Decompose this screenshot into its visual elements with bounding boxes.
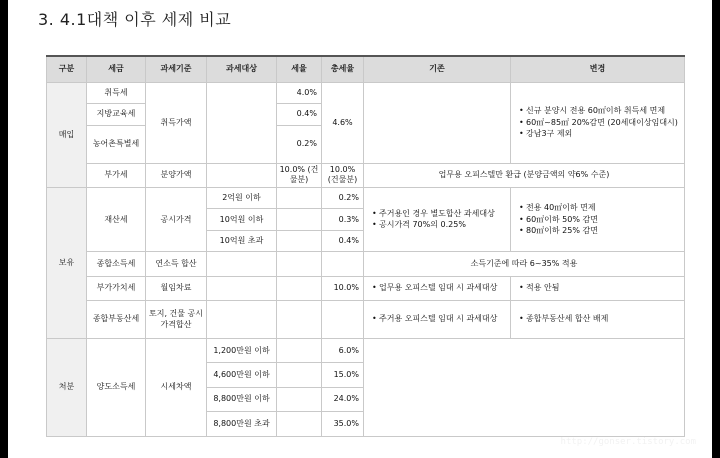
before-cell (364, 83, 511, 164)
tax-cell: 양도소득세 (87, 339, 146, 437)
total-rate-cell (322, 252, 364, 276)
after-cell (511, 276, 685, 300)
watermark-url: http://gonser.tistory.com (560, 437, 696, 447)
page-title: 3. 4.1대책 이후 세제 비교 (38, 10, 232, 29)
target-cell: 10억원 이하 (207, 209, 277, 230)
target-cell: 8,800만원 이하 (207, 387, 277, 411)
list-item: • 주거용 오피스텔 임대 시 과세대상 (372, 314, 508, 324)
tax-cell: 종합소득세 (87, 252, 146, 276)
header-basis: 과세기준 (146, 56, 207, 83)
header-category: 구분 (47, 56, 87, 83)
rate-cell (277, 412, 322, 437)
rate-cell: 0.4% (277, 104, 322, 125)
rate-cell (277, 363, 322, 387)
total-rate-cell: 15.0% (322, 363, 364, 387)
total-rate-cell: 24.0% (322, 387, 364, 411)
rate-cell (277, 188, 322, 209)
list-item: • 주거용인 경우 별도합산 과세대상 (372, 209, 508, 219)
total-rate-cell: 0.2% (322, 188, 364, 209)
rate-cell (277, 301, 322, 339)
note-cell (364, 339, 685, 437)
list-item: • 공시가격 70%의 0.25% (372, 220, 508, 230)
rate-cell (277, 230, 322, 251)
rate-cell (277, 209, 322, 230)
list-item: • 전용 40㎡이하 면제 (519, 203, 682, 213)
total-rate-cell: 10.0% (건물분) (322, 163, 364, 187)
tax-cell: 재산세 (87, 188, 146, 252)
target-cell (207, 301, 277, 339)
basis-cell: 취득가액 (146, 83, 207, 164)
basis-cell: 연소득 합산 (146, 252, 207, 276)
list-item: • 업무용 오피스텔 임대 시 과세대상 (372, 283, 508, 293)
list-item: • 강남3구 제외 (519, 129, 682, 139)
basis-cell: 공시가격 (146, 188, 207, 252)
total-rate-cell (322, 301, 364, 339)
list-item: • 60㎡~85㎡ 20%감면 (20세대이상임대시) (519, 118, 682, 128)
total-rate-cell: 0.3% (322, 209, 364, 230)
before-cell (364, 276, 511, 300)
after-cell (511, 188, 685, 252)
tax-cell: 부가세 (87, 163, 146, 187)
tax-cell: 취득세 (87, 83, 146, 104)
note-cell: 업무용 오피스텔만 환급 (분양금액의 약6% 수준) (364, 163, 685, 187)
target-cell: 2억원 이하 (207, 188, 277, 209)
table-row (47, 83, 685, 104)
header-tax: 세금 (87, 56, 146, 83)
after-cell (511, 83, 685, 164)
basis-cell: 시세차액 (146, 339, 207, 437)
document-page (8, 0, 712, 458)
rate-cell: 0.2% (277, 125, 322, 163)
before-cell (364, 188, 511, 252)
table-row (47, 301, 685, 339)
note-cell: 소득기준에 따라 6~35% 적용 (364, 252, 685, 276)
target-cell (207, 83, 277, 164)
target-cell: 10억원 초과 (207, 230, 277, 251)
header-total-rate: 총세율 (322, 56, 364, 83)
list-item: • 신규 분양시 전용 60㎡이하 취득세 면제 (519, 106, 682, 116)
list-item: • 종합부동산세 합산 배제 (519, 314, 682, 324)
tax-cell: 부가가치세 (87, 276, 146, 300)
rate-cell (277, 252, 322, 276)
table-row (47, 252, 685, 276)
table-row (47, 339, 685, 363)
target-cell (207, 252, 277, 276)
basis-cell: 토지, 건물 공시가격합산 (146, 301, 207, 339)
before-cell (364, 301, 511, 339)
rate-cell (277, 276, 322, 300)
group-buy: 매입 (47, 83, 87, 188)
tax-cell: 지방교육세 (87, 104, 146, 125)
basis-cell: 월임차료 (146, 276, 207, 300)
rate-cell (277, 339, 322, 363)
target-cell: 8,800만원 초과 (207, 412, 277, 437)
total-rate-cell: 6.0% (322, 339, 364, 363)
list-item: • 80㎡이하 25% 감면 (519, 226, 682, 236)
basis-cell: 분양가액 (146, 163, 207, 187)
rate-cell: 10.0% (건물분) (277, 163, 322, 187)
after-cell (511, 301, 685, 339)
rate-cell (277, 387, 322, 411)
tax-comparison-table (46, 55, 685, 437)
tax-cell: 종합부동산세 (87, 301, 146, 339)
group-hold: 보유 (47, 188, 87, 339)
header-target: 과세대상 (207, 56, 277, 83)
header-rate: 세율 (277, 56, 322, 83)
total-rate-cell: 0.4% (322, 230, 364, 251)
total-rate-cell: 35.0% (322, 412, 364, 437)
list-item: • 적용 안됨 (519, 283, 682, 293)
target-cell: 4,600만원 이하 (207, 363, 277, 387)
target-cell (207, 276, 277, 300)
target-cell: 1,200만원 이하 (207, 339, 277, 363)
header-row (47, 56, 685, 83)
total-rate-cell: 10.0% (322, 276, 364, 300)
rate-cell: 4.0% (277, 83, 322, 104)
list-item: • 60㎡이하 50% 감면 (519, 215, 682, 225)
target-cell (207, 163, 277, 187)
group-sell: 처분 (47, 339, 87, 437)
total-rate-cell: 4.6% (322, 83, 364, 164)
table-row (47, 163, 685, 187)
table-row (47, 188, 685, 209)
header-before: 기존 (364, 56, 511, 83)
header-after: 변경 (511, 56, 685, 83)
table-row (47, 276, 685, 300)
tax-cell: 농어촌특별세 (87, 125, 146, 163)
